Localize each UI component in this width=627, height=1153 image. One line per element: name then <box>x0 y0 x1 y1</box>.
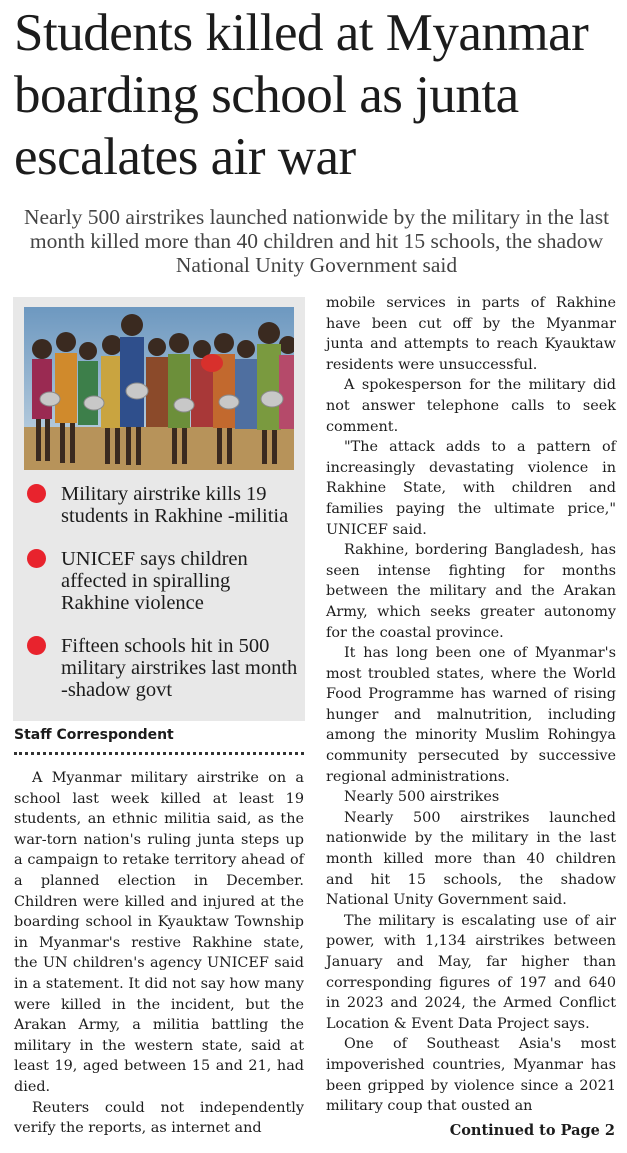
highlight-text: Military airstrike kills 19 students in Rakhine -militia <box>61 483 289 527</box>
highlight-item <box>25 483 300 527</box>
body-paragraph: "The attack adds to a pattern of increasingly devastating violence in Rakhine State, with children and families paying the ultimate price," UNICEF said. <box>326 439 616 538</box>
body-paragraph: A Myanmar military airstrike on a school last week killed at least 19 students, an ethnic militia said, as the war-torn nation's ruling junta steps up a campaign to retake territory ahead of a planned election in December. Children were killed and injured at the boarding school in Kyauktaw Township in Myanmar's restive Rakhine state, the UN children's agency UNICEF said in a statement. It did not say how many were killed in the incident, but the Arakan Army, a militia battling the military in the western state, said at least 19, aged between 15 and 21, had died. <box>14 770 304 1095</box>
red-bullet-icon <box>27 549 46 568</box>
body-paragraph: mobile services in parts of Rakhine have been cut off by the Myanmar junta and attempts to reach Kyauktaw residents were unsuccessful. <box>326 295 616 373</box>
body-paragraph: A spokesperson for the military did not answer telephone calls to seek comment. <box>326 377 616 435</box>
highlight-item <box>25 548 300 614</box>
body-paragraph: Reuters could not independently verify the reports, as internet and <box>14 1099 304 1137</box>
highlight-item <box>25 635 300 701</box>
body-paragraph: One of Southeast Asia's most impoverished countries, Myanmar has been gripped by violence since a 2021 military coup that ousted an <box>326 1036 616 1115</box>
red-bullet-icon <box>27 484 46 503</box>
continued-jump-link[interactable]: Continued to Page 2 <box>449 1122 615 1139</box>
deck-subheadline: Nearly 500 airstrikes launched nationwide by the military in the last month killed more than 40 children and hit 15 schools, the shadow National Unity Government said <box>23 205 610 277</box>
article-column-left <box>14 768 304 1139</box>
byline: Staff Correspondent <box>14 727 174 743</box>
article-column-right <box>326 293 616 1117</box>
body-paragraph: The military is escalating use of air power, with 1,134 airstrikes between January and May, far higher than corresponding figures of 197 and 640 in 2023 and 2024, the Armed Conflict Location & Event Data Project says. <box>326 912 616 1032</box>
headline: Students killed at Myanmar boarding school as junta escalates air war <box>14 4 589 186</box>
red-bullet-icon <box>27 636 46 655</box>
highlight-text: Fifteen schools hit in 500 military airstrikes last month -shadow govt <box>61 635 298 701</box>
body-paragraph: Rakhine, bordering Bangladesh, has seen intense fighting for months between the military and the Arakan Army, which seeks greater autonomy for the coastal province. <box>326 542 616 641</box>
section-subhead: Nearly 500 airstrikes <box>344 789 500 806</box>
news-photo <box>24 307 294 470</box>
highlight-text: UNICEF says children affected in spiralling Rakhine violence <box>61 548 248 614</box>
body-paragraph: Nearly 500 airstrikes launched nationwide by the military in the last month killed more than 40 children and hit 15 schools, the shadow National Unity Government said. <box>326 809 616 909</box>
dotted-divider <box>14 752 304 755</box>
highlights-list <box>25 483 300 722</box>
highlights-box <box>13 297 305 721</box>
body-paragraph: It has long been one of Myanmar's most troubled states, where the World Food Programme has warned of rising hunger and malnutrition, including among the minority Muslim Rohingya community persecuted by successive regional administrations. <box>326 645 616 785</box>
